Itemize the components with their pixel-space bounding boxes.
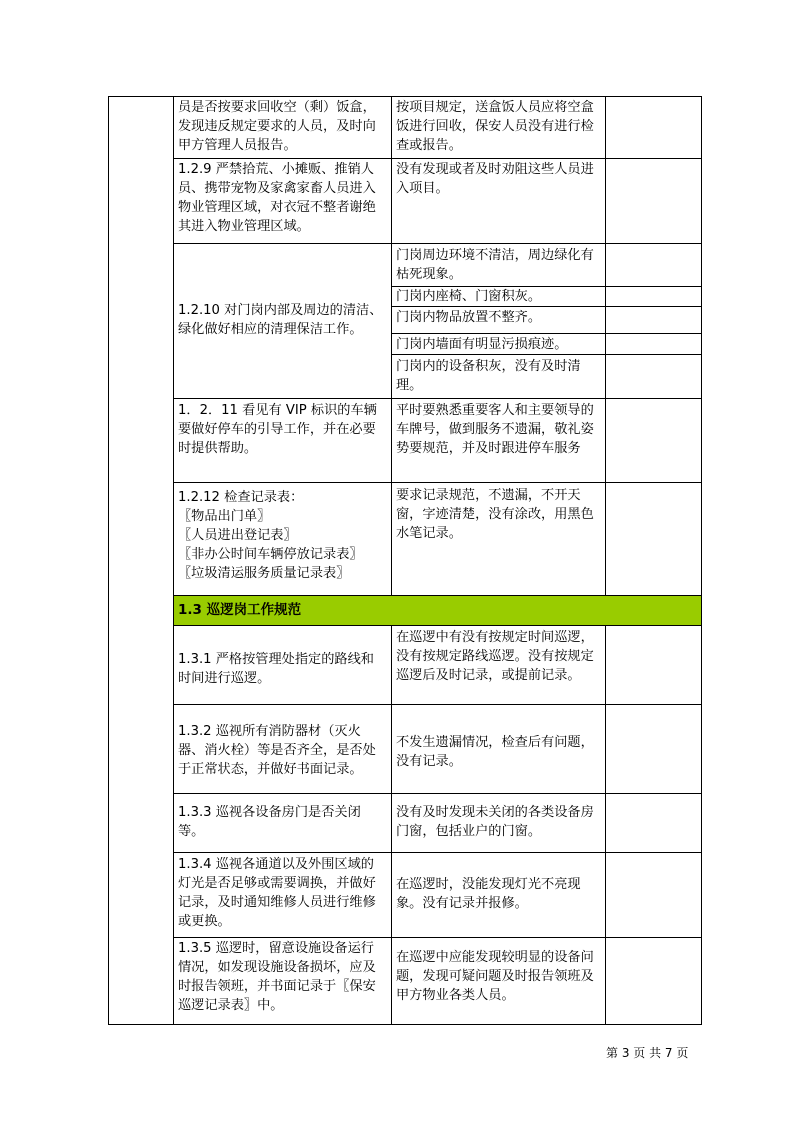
row-divider (173, 704, 702, 705)
table-cell-item: 1.3.5 巡逻时，留意设施设备运行情况，如发现设施设备损坏，应及时报告领班，并书面记录于〖保安巡逻记录表〗中。 (178, 941, 376, 1013)
row-divider (173, 482, 702, 483)
table-cell-item: 1.2.10 对门岗内部及周边的清洁、绿化做好相应的清理保洁工作。 (178, 303, 383, 337)
sub-row-divider (391, 333, 702, 334)
table-cell-item: 1.3.2 巡视所有消防器材（灭火器、消火栓）等是否齐全，是否处于正常状态，并做好书面记录。 (178, 724, 376, 777)
row-divider (173, 793, 702, 794)
table-cell-standard: 要求记录规范，不遗漏，不开天窗，字迹清楚，没有涂改，用黑色水笔记录。 (396, 488, 594, 541)
table-border-bottom (108, 1024, 702, 1025)
table-cell-item: 1.3.1 严格按管理处指定的路线和时间进行巡逻。 (178, 652, 374, 686)
table-cell-standard: 门岗内的设备积灰，没有及时清理。 (396, 359, 581, 393)
row-divider (173, 158, 702, 159)
sub-row-divider (391, 354, 702, 355)
table-column-divider (605, 625, 606, 1025)
table-cell-item: 员是否按要求回收空（剩）饭盒，发现违反规定要求的人员，及时向甲方管理人员报告。 (178, 100, 376, 153)
table-cell-item: 1.3.4 巡视各通道以及外围区域的灯光是否足够或需要调换，并做好记录，及时通知维修人员进行维修或更换。 (178, 857, 376, 929)
table-cell-item: 1.3.3 巡视各设备房门是否关闭等。 (178, 805, 361, 839)
row-divider (173, 937, 702, 938)
table-column-divider (173, 96, 174, 1025)
table-cell-standard: 门岗内座椅、门窗积灰。 (396, 289, 542, 304)
page-number: 第 3 页 共 7 页 (606, 1046, 689, 1060)
table-column-divider (391, 96, 392, 595)
row-divider (173, 625, 702, 626)
row-divider (173, 852, 702, 853)
table-cell-item: 1.2.12 检查记录表： 〖物品出门单〗 〖人员进出登记表〗 〖非办公时间车辆停放记录表〗 〖垃圾清运服务质量记录表〗 (178, 490, 363, 581)
row-divider (173, 595, 702, 596)
table-cell-standard: 不发生遗漏情况，检查后有问题，没有记录。 (396, 735, 594, 769)
table-cell-standard: 在巡逻中应能发现较明显的设备问题，发现可疑问题及时报告领班及甲方物业各类人员。 (396, 950, 594, 1003)
table-cell-standard: 门岗内墙面有明显污损痕迹。 (396, 337, 568, 352)
table-column-divider (391, 625, 392, 1025)
table-border-right (701, 96, 702, 1025)
table-border-top (108, 96, 702, 97)
row-divider (173, 243, 702, 244)
table-column-divider (605, 96, 606, 595)
table-cell-standard: 在巡逻时，没能发现灯光不亮现象。没有记录并报修。 (396, 877, 581, 911)
table-border-left (108, 96, 109, 1025)
section-title: 1.3 巡逻岗工作规范 (178, 602, 302, 618)
table-cell-item: 1．2．11 看见有 VIP 标识的车辆要做好停车的引导工作，并在必要时提供帮助。 (178, 403, 377, 456)
table-cell-item: 1.2.9 严禁拾荒、小摊贩、推销人员、携带宠物及家禽家畜人员进入物业管理区域，对衣冠不整者谢绝其进入物业管理区域。 (178, 162, 376, 234)
table-cell-standard: 按项目规定，送盒饭人员应将空盒饭进行回收，保安人员没有进行检查或报告。 (396, 100, 594, 153)
table-cell-standard: 在巡逻中有没有按规定时间巡逻，没有按规定路线巡逻。没有按规定巡逻后及时记录，或提前记录。 (396, 630, 594, 683)
table-cell-standard: 平时要熟悉重要客人和主要领导的车牌号，做到服务不遗漏，敬礼姿势要规范，并及时跟进停车服务 (396, 403, 594, 456)
sub-row-divider (391, 306, 702, 307)
table-cell-standard: 门岗内物品放置不整齐。 (396, 310, 542, 325)
table-cell-standard: 没有及时发现未关闭的各类设备房门窗，包括业户的门窗。 (396, 805, 594, 839)
table-cell-standard: 没有发现或者及时劝阻这些人员进入项目。 (396, 162, 594, 196)
row-divider (173, 398, 702, 399)
table-cell-standard: 门岗周边环境不清洁，周边绿化有枯死现象。 (396, 248, 594, 282)
